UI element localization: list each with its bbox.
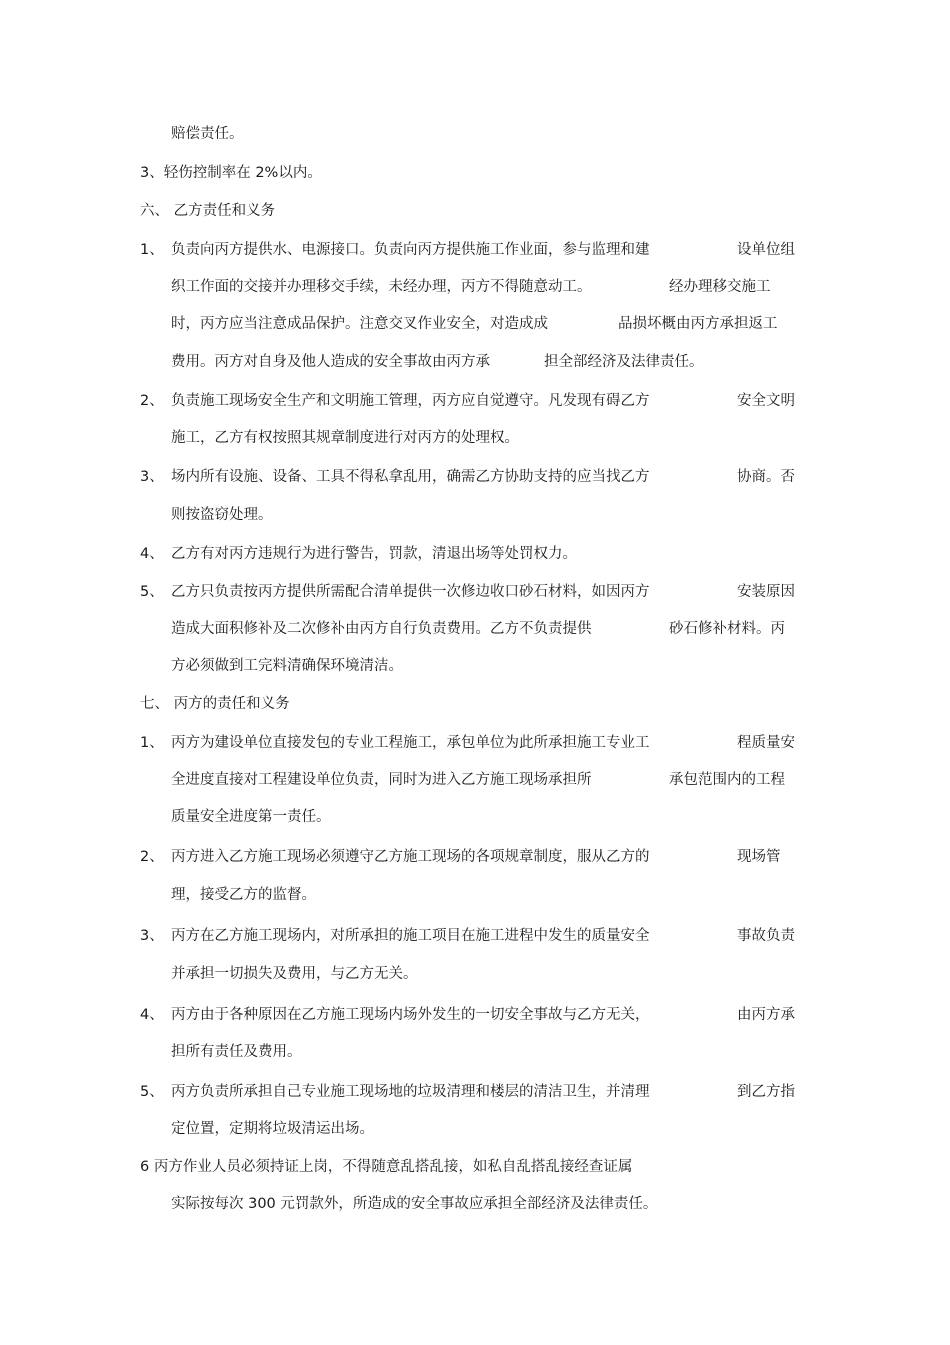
line-text: 时，丙方应当注意成品保护。注意交叉作业安全，对造成成: [171, 316, 548, 332]
line-text: 造成大面积修补及二次修补由丙方自行负责费用。乙方不负责提供: [171, 621, 592, 637]
line-text: 6 丙方作业人员必须持证上岗，不得随意乱搭乱接，如私自乱搭乱接经查证属: [140, 1159, 633, 1175]
line-text-tail: 程质量安: [737, 735, 795, 751]
item-number: 4、: [140, 1007, 164, 1023]
line-text: 丙方负责所承担自己专业施工现场地的垃圾清理和楼层的清洁卫生，并清理: [171, 1084, 650, 1100]
item-number: 1、: [140, 735, 164, 751]
item-number: 2、: [140, 849, 164, 865]
line-text-tail: 担全部经济及法律责任。: [544, 354, 704, 370]
item-number: 3、: [140, 469, 164, 485]
item-number: 1、: [140, 242, 164, 258]
line-text-tail: 现场管: [737, 849, 781, 865]
line-text: 乙方只负责按丙方提供所需配合清单提供一次修边收口砂石材料，如因丙方: [171, 584, 650, 600]
line-text: 定位置，定期将垃圾清运出场。: [171, 1121, 374, 1137]
line-text: 费用。丙方对自身及他人造成的安全事故由丙方承: [171, 354, 490, 370]
item-number: 4、: [140, 546, 164, 562]
line-text-tail: 砂石修补材料。丙: [669, 621, 785, 637]
item-number: 5、: [140, 584, 164, 600]
line-text: 实际按每次 300 元罚款外，所造成的安全事故应承担全部经济及法律责任。: [171, 1196, 658, 1212]
item-number: 2、: [140, 393, 164, 409]
line-text: 织工作面的交接并办理移交手续，未经办理，丙方不得随意动工。: [171, 279, 592, 295]
line-text-tail: 承包范围内的工程: [669, 772, 785, 788]
line-text: 则按盗窃处理。: [171, 507, 273, 523]
line-text: 乙方有对丙方违规行为进行警告，罚款，清退出场等处罚权力。: [171, 546, 577, 562]
heading-text: 六、 乙方责任和义务: [140, 203, 276, 219]
line-text-tail: 品损坏概由丙方承担返工: [618, 316, 778, 332]
line-text: 场内所有设施、设备、工具不得私拿乱用，确需乙方协助支持的应当找乙方: [171, 469, 650, 485]
line-text: 丙方由于各种原因在乙方施工现场内场外发生的一切安全事故与乙方无关，: [171, 1007, 650, 1023]
line-text-tail: 安全文明: [737, 393, 795, 409]
line-text: 质量安全进度第一责任。: [171, 809, 331, 825]
line-text: 施工，乙方有权按照其规章制度进行对丙方的处理权。: [171, 430, 519, 446]
line-text: 担所有责任及费用。: [171, 1044, 302, 1060]
line-text-tail: 设单位组: [737, 242, 795, 258]
line-text: 全进度直接对工程建设单位负责，同时为进入乙方施工现场承担所: [171, 772, 592, 788]
line-text-tail: 安装原因: [737, 584, 795, 600]
item-number: 3、: [140, 928, 164, 944]
item-number: 5、: [140, 1084, 164, 1100]
line-text-tail: 协商。否: [737, 469, 795, 485]
line-text: 丙方在乙方施工现场内，对所承担的施工项目在施工进程中发生的质量安全: [171, 928, 650, 944]
line-text-tail: 由丙方承: [737, 1007, 795, 1023]
line-text: 并承担一切损失及费用，与乙方无关。: [171, 966, 418, 982]
line-text-tail: 经办理移交施工: [669, 279, 771, 295]
line-text-tail: 事故负责: [737, 928, 795, 944]
line-text-tail: 到乙方指: [737, 1084, 795, 1100]
line-text: 3、轻伤控制率在 2%以内。: [140, 165, 322, 181]
heading-text: 七、 丙方的责任和义务: [140, 696, 290, 712]
line-text: 赔偿责任。: [171, 126, 244, 142]
line-text: 理，接受乙方的监督。: [171, 887, 316, 903]
line-text: 丙方为建设单位直接发包的专业工程施工，承包单位为此所承担施工专业工: [171, 735, 650, 751]
line-text: 方必须做到工完料清确保环境清洁。: [171, 658, 403, 674]
line-text: 负责向丙方提供水、电源接口。负责向丙方提供施工作业面，参与监理和建: [171, 242, 650, 258]
line-text: 负责施工现场安全生产和文明施工管理，丙方应自觉遵守。凡发现有碍乙方: [171, 393, 650, 409]
line-text: 丙方进入乙方施工现场必须遵守乙方施工现场的各项规章制度，服从乙方的: [171, 849, 650, 865]
